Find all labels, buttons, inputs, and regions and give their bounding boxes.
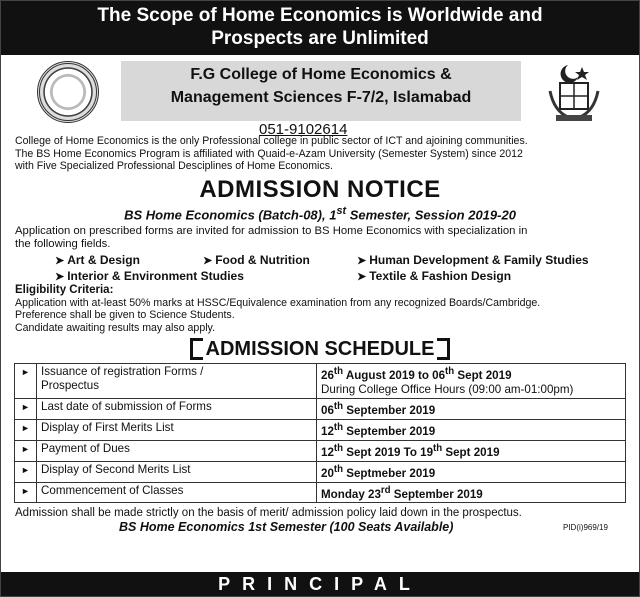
application-line-2: the following fields. (15, 238, 111, 251)
schedule-date: 20th Septmeber 2019 (317, 461, 626, 482)
intro-line-1: College of Home Economics is the only Professional college in public sector of ICT and ajoining communities. (15, 135, 528, 147)
pakistan-emblem-icon (546, 61, 602, 125)
publication-id: PID(i)969/19 (563, 523, 608, 533)
headline-line-1: The Scope of Home Economics is Worldwide and (97, 5, 543, 26)
table-row (15, 420, 626, 441)
notice-subtitle: BS Home Economics (Batch-08), 1st Semester, Session 2019-20 (124, 204, 516, 222)
schedule-date: 06th September 2019 (317, 399, 626, 420)
seats-available: BS Home Economics 1st Semester (100 Seats Available) (119, 520, 454, 535)
eligibility-line-3: Candidate awaiting results may also apply. (15, 321, 216, 334)
eligibility-title: Eligibility Criteria: (15, 283, 114, 296)
arrow-icon: ➤ (357, 254, 367, 267)
schedule-table (14, 363, 626, 503)
schedule-task: Issuance of registration Forms / Prospectus (37, 364, 317, 399)
schedule-date: 26th August 2019 to 06th Sept 2019 During College Office Hours (09:00 am-01:00pm) (317, 364, 626, 399)
field-human-development: ➤ Human Development & Family Studies (357, 252, 589, 267)
notice-title: ADMISSION NOTICE (199, 175, 441, 203)
field-interior-environment: ➤ Interior & Environment Studies (55, 268, 244, 283)
schedule-task: Commencement of Classes (37, 482, 317, 503)
college-name-line-1: F.G College of Home Economics & (190, 66, 452, 83)
schedule-task: Display of Second Merits List (37, 461, 317, 482)
table-row (15, 440, 626, 461)
bullet-icon: ► (15, 461, 37, 482)
admission-policy: Admission shall be made strictly on the basis of merit/ admission policy laid down in the prospectus. (15, 507, 522, 520)
table-row (15, 364, 626, 399)
table-row (15, 482, 626, 503)
schedule-task: Payment of Dues (37, 440, 317, 461)
schedule-task: Last date of submission of Forms (37, 399, 317, 420)
bullet-icon: ► (15, 399, 37, 420)
headline-line-2: Prospects are Unlimited (211, 28, 429, 49)
schedule-date: 12th Sept 2019 To 19th Sept 2019 (317, 440, 626, 461)
field-art-design: ➤ Art & Design (55, 252, 140, 267)
seats-row (1, 520, 639, 535)
field-food-nutrition: ➤ Food & Nutrition (203, 252, 310, 267)
college-name-box (121, 61, 521, 121)
headline-banner (1, 1, 639, 55)
table-row (15, 399, 626, 420)
intro-line-2: The BS Home Economics Program is affiliated with Quaid-e-Azam University (Semester System) since 2012 (15, 147, 523, 160)
arrow-icon: ➤ (203, 254, 213, 267)
principal-signature-banner: PRINCIPAL (1, 572, 639, 596)
bullet-icon: ► (15, 440, 37, 461)
arrow-icon: ➤ (55, 270, 65, 283)
schedule-date: 12th September 2019 (317, 420, 626, 441)
eligibility-line-1: Application with at-least 50% marks at HSSC/Equivalence examination from any recognized Boards/Cambridge. (15, 296, 541, 309)
arrow-icon: ➤ (357, 270, 367, 283)
eligibility-line-2: Preference shall be given to Science Students. (15, 309, 235, 322)
bullet-icon: ► (15, 420, 37, 441)
college-name-line-2: Management Sciences F-7/2, Islamabad (170, 89, 472, 106)
college-crest-icon (37, 61, 99, 123)
table-row (15, 461, 626, 482)
arrow-icon: ➤ (55, 254, 65, 267)
schedule-title: ADMISSION SCHEDULE (190, 338, 450, 360)
schedule-task: Display of First Merits List (37, 420, 317, 441)
intro-line-3: with Five Specialized Professional Desciplines of Home Economics. (15, 160, 333, 172)
application-line-1: Application on prescribed forms are invited for admission to BS Home Economics with specialization in (15, 224, 528, 237)
field-textile-fashion: ➤ Textile & Fashion Design (357, 268, 512, 283)
college-header (1, 59, 639, 138)
bullet-icon: ► (15, 482, 37, 503)
bullet-icon: ► (15, 364, 37, 399)
college-phone: 051-9102614 (259, 121, 348, 138)
schedule-date: Monday 23rd September 2019 (317, 482, 626, 503)
application-text (1, 223, 639, 252)
specialization-fields (1, 252, 639, 284)
